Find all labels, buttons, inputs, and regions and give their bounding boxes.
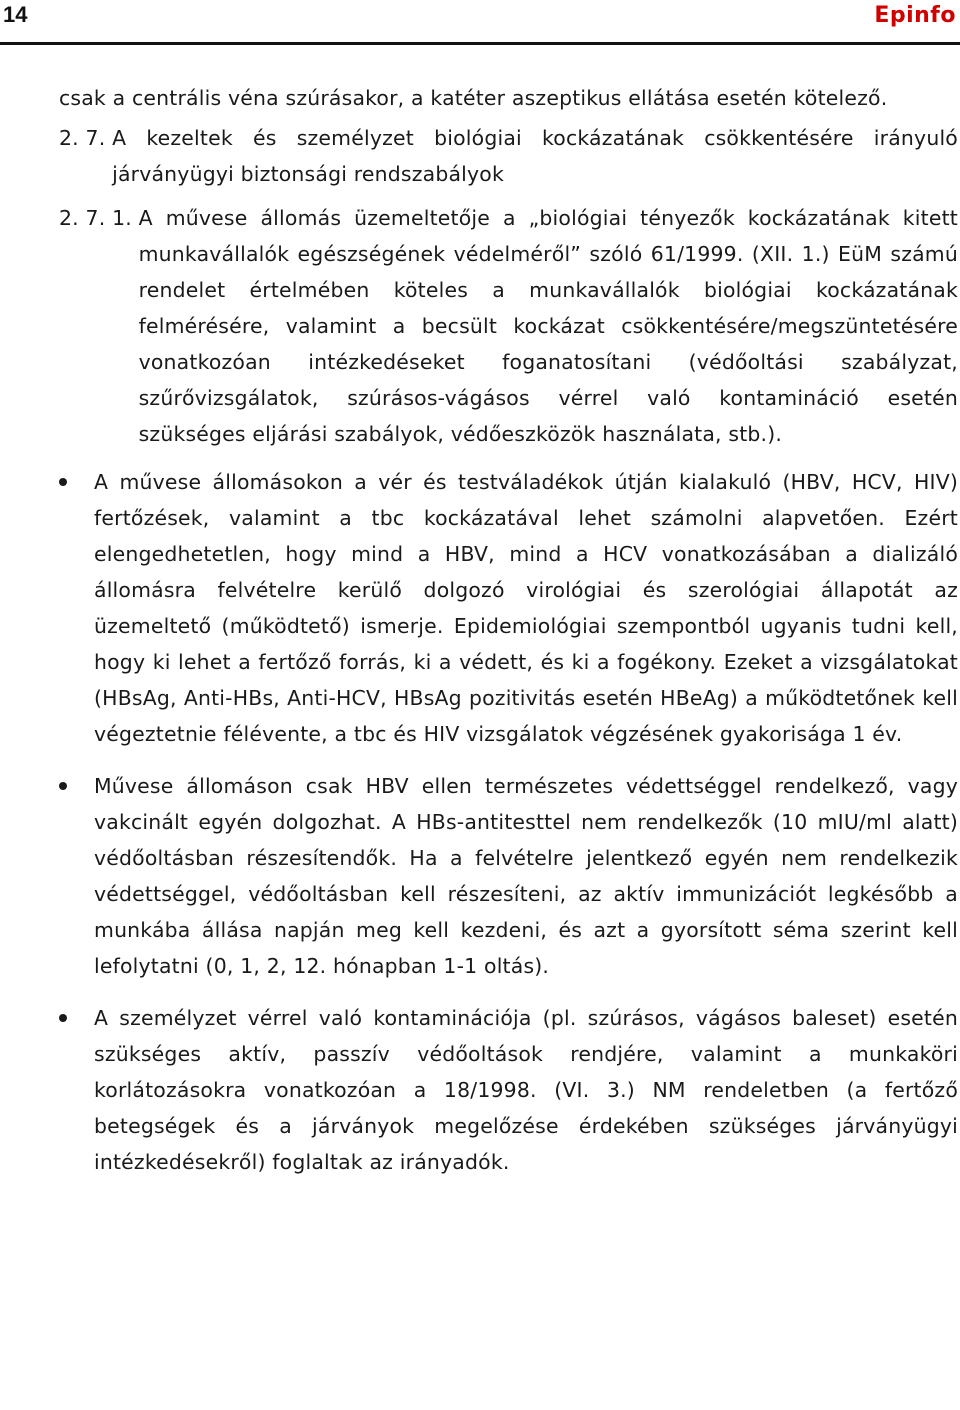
brand-logo: Epinfo (874, 3, 956, 28)
intro-paragraph: csak a centrális véna szúrásakor, a katéter aszeptikus ellátása esetén kötelező. (59, 86, 888, 110)
subsection-text: A művese állomás üzemeltetője a „biológiai tényezők kockázatának kitett munkavállalók egészségének védelméről” szóló 61/1999. (XII. 1.) EüM számú rendelet értelmében köteles a munkavállalók biológiai kockázatának felmérésére, valamint a becsült kockázat csökkentésére/megszüntetésére vonatkozóan intézkedéseket foganatosítani (védőoltási szabályzat, szűrővizsgálatok, szúrásos-vágásos vérrel való kontamináció esetén szükséges eljárási szabályok, védőeszközök használata, stb.). (138, 206, 958, 446)
list-item (59, 1000, 958, 1180)
bullet-list (59, 464, 958, 1180)
subsection-number: 2. 7. 1. (59, 206, 139, 230)
page-content (59, 80, 958, 1196)
bullet-icon (59, 1000, 94, 1180)
bullet-icon (59, 464, 94, 752)
list-item (59, 464, 958, 752)
list-item-text: Művese állomáson csak HBV ellen természetes védettséggel rendelkező, vagy vakcinált egyén dolgozhat. A HBs-antitesttel nem rendelkezők (10 mIU/ml alatt) védőoltásban részesítendők. Ha a felvételre jelentkező egyén nem rendelkezik védettséggel, védőoltásban kell részesíteni, az aktív immunizációt legkésőbb a munkába állása napján meg kell kezdeni, és azt a gyorsított séma szerint kell lefolytatni (0, 1, 2, 12. hónapban 1-1 oltás). (94, 774, 958, 978)
page-header (0, 0, 960, 44)
header-rule (0, 42, 960, 45)
list-item-text: A művese állomásokon a vér és testváladékok útján kialakuló (HBV, HCV, HIV) fertőzések, valamint a tbc kockázatával lehet számolni alapvetően. Ezért elengedhetetlen, hogy mind a HBV, mind a HCV vonatkozásában a dializáló állomásra felvételre kerülő dolgozó virológiai és szerológiai állapotát az üzemeltető (működtető) ismerje. Epidemiológiai szempontból ugyanis tudni kell, hogy ki lehet a fertőző forrás, ki a védett, és ki a fogékony. Ezeket a vizsgálatokat (HBsAg, Anti-HBs, Anti-HCV, HBsAg pozitivitás esetén HBeAg) a működtetőnek kell végeztetnie félévente, a tbc és HIV vizsgálatok végzésének gyakorisága 1 év. (94, 470, 958, 746)
section-2-7-1 (59, 200, 958, 452)
page-number: 14 (3, 2, 28, 27)
section-title: A kezeltek és személyzet biológiai kockázatának csökkentésére irányuló járványügyi biztonsági rendszabályok (112, 126, 958, 186)
list-item-text: A személyzet vérrel való kontaminációja (pl. szúrásos, vágásos baleset) esetén szükséges aktív, passzív védőoltások rendjére, valamint a munkaköri korlátozásokra vonatkozóan a 18/1998. (VI. 3.) NM rendeletben (a fertőző betegségek és a járványok megelőzése érdekében szükséges járványügyi intézkedésekről) foglaltak az irányadók. (94, 1006, 958, 1174)
section-heading-2-7 (59, 120, 958, 192)
bullet-icon (59, 768, 94, 984)
section-number: 2. 7. (59, 126, 113, 150)
list-item (59, 768, 958, 984)
